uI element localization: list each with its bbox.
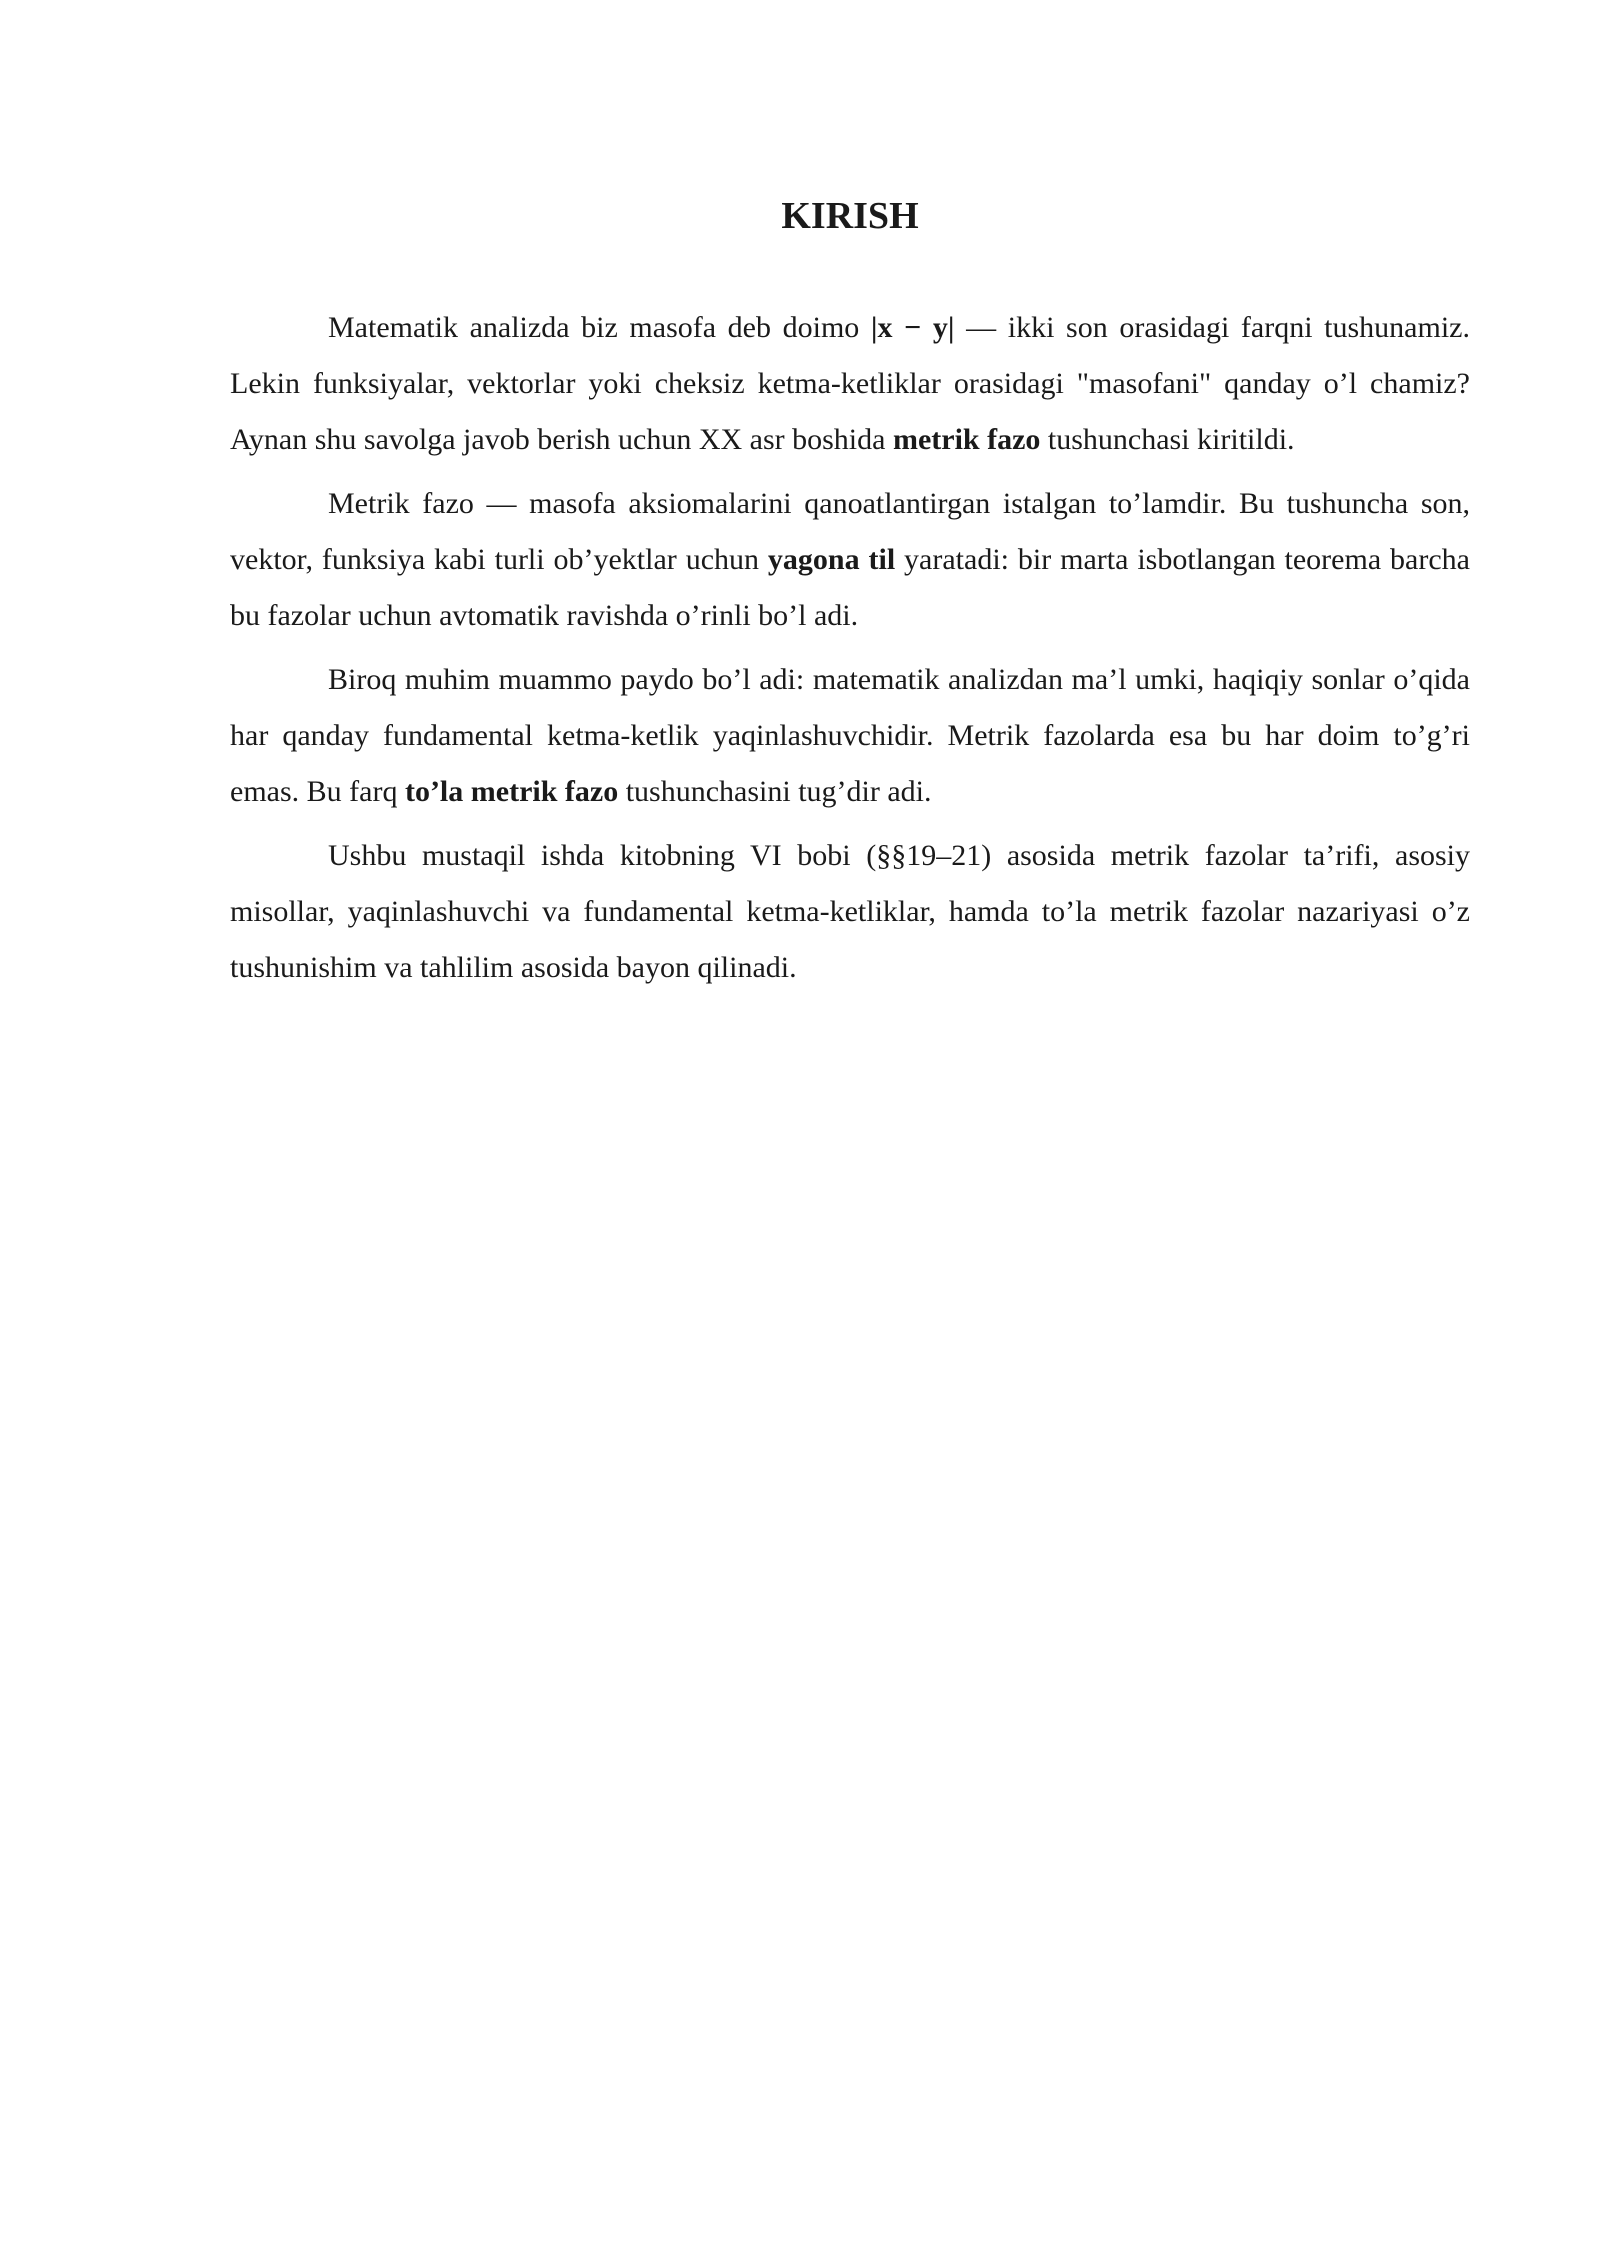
paragraph-3-term: to’la metrik fazo: [404, 775, 619, 808]
paragraph-1-text-a: Matematik analizda biz masofa deb doimo: [328, 311, 871, 344]
paragraph-3-text-a: Biroq muhim muammo paydo bo’l adi: matematik analizdan ma’l umki, haqiqiy sonlar o’qida har qanday fundamental ketma-ketlik yaqinlashuvchidir. Metrik fazolarda esa bu har doim to’g’ri emas. Bu farq: [230, 663, 1470, 808]
paragraph-2-term: yagona til: [767, 543, 896, 576]
paragraph-1-term: metrik fazo: [892, 423, 1041, 456]
paragraph-2: [230, 476, 1470, 644]
paragraph-2-text-a: Metrik fazo — masofa aksiomalarini qanoatlantirgan istalgan to’lamdir. Bu tushuncha son, vektor, funksiya kabi turli ob’yektlar uchun: [230, 487, 1470, 576]
paragraph-1: [230, 300, 1470, 468]
paragraph-4: [230, 828, 1470, 996]
paragraph-3: [230, 652, 1470, 820]
paragraph-2-text-c: yaratadi: bir marta isbotlangan teorema barcha bu fazolar uchun avtomatik ravishda o’rinli bo’l adi.: [230, 543, 1470, 632]
paragraph-1-formula: |x − y|: [870, 311, 955, 344]
paragraph-3-text-c: tushunchasini tug’dir adi.: [618, 775, 932, 808]
paragraph-1-text-e: tushunchasi kiritildi.: [1040, 423, 1295, 456]
paragraph-1-text-c: — ikki son orasidagi farqni tushunamiz. Lekin funksiyalar, vektorlar yoki cheksiz ketma-ketliklar orasidagi "masofani" qanday o’l chamiz? Aynan shu savolga javob berish uchun XX asr boshida: [230, 311, 1470, 456]
title-container: [230, 192, 1470, 240]
paragraph-4-text-a: Ushbu mustaqil ishda kitobning VI bobi (§§19–21) asosida metrik fazolar ta’rifi, asosiy misollar, yaqinlashuvchi va fundamental ketma-ketliklar, hamda to’la metrik fazolar nazariyasi o’z tushunishim va tahlilim asosida bayon qilinadi.: [230, 839, 1470, 984]
document-body: [230, 300, 1470, 1004]
page-title: KIRISH: [781, 195, 919, 237]
